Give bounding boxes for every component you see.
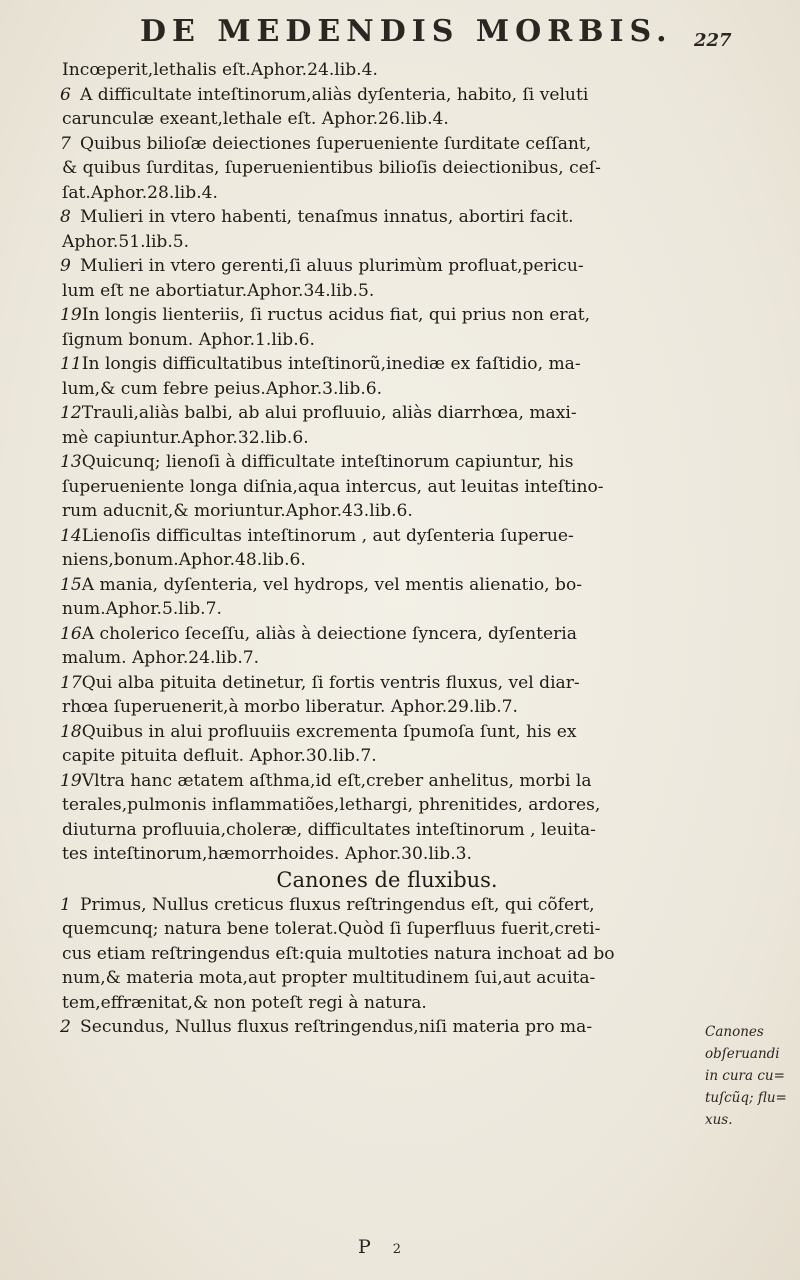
aphorism-text: malum. Aphor.24.lib.7. <box>62 648 260 668</box>
canon-text: quemcunq; natura bene tolerat.Quòd ſi ſuperfluus fuerit,creti- <box>62 919 601 939</box>
aphorism-text: Vltra hanc ætatem aſthma,id eſt,creber anhelitus, morbi la <box>81 770 592 791</box>
aphorism-number: 16 <box>60 623 82 644</box>
margin-note-line: Canones <box>705 1024 764 1040</box>
aphorism-number: 8 <box>60 207 71 227</box>
aphorism-line <box>62 132 682 157</box>
aphorism-text: Mulieri in vtero gerenti,ſi aluus plurimùm profluat,pericu- <box>80 256 584 276</box>
aphorism-line <box>62 426 682 451</box>
aphorism-text: terales,pulmonis inflammatiões,lethargi, phrenitides, ardores, <box>62 795 601 815</box>
aphorism-line <box>62 744 682 769</box>
aphorism-line <box>62 205 682 230</box>
canon-number: 2 <box>60 1017 71 1037</box>
aphorism-text: ſignum bonum. Aphor.1.lib.6. <box>62 329 315 350</box>
canon-line <box>62 991 682 1016</box>
aphorism-text: tes inteſtinorum,hæmorrhoides. Aphor.30.lib.3. <box>62 844 472 864</box>
aphorism-line <box>62 156 682 181</box>
canon-line <box>62 966 682 991</box>
aphorism-text: A cholerico ſeceſſu, aliàs à deiectione ſyncera, dyſenteria <box>81 623 577 644</box>
aphorism-number: 14 <box>60 525 82 546</box>
aphorism-line <box>62 83 682 108</box>
canon-line <box>62 893 682 918</box>
aphorism-number: 6 <box>60 84 71 105</box>
aphorism-text: rum aducnit,& moriuntur.Aphor.43.lib.6. <box>62 501 413 521</box>
section-heading: Canones de fluxibus. <box>276 867 498 892</box>
aphorism-number: 18 <box>60 721 82 742</box>
aphorism-text: Quibus bilioſæ deiectiones ſuperueniente ſurditate ceſſant, <box>80 133 592 154</box>
canon-text: Secundus, Nullus fluxus reſtringendus,niſi materia pro ma- <box>80 1017 593 1037</box>
aphorism-text: lum eſt ne abortiatur.Aphor.34.lib.5. <box>62 280 375 301</box>
aphorism-line <box>62 769 682 794</box>
aphorism-line <box>62 352 682 377</box>
aphorism-text: In longis difficultatibus inteſtinorũ,inediæ ex faſtidio, ma- <box>81 354 581 374</box>
aphorism-line <box>62 842 682 867</box>
aphorism-text: carunculæ exeant,lethale eſt. Aphor.26.lib.4. <box>62 109 449 129</box>
canon-text: Primus, Nullus creticus fluxus reſtringendus eſt, qui cõfert, <box>80 894 595 915</box>
aphorism-text: In longis lienteriis, ſi ructus acidus fiat, qui prius non erat, <box>81 305 591 325</box>
aphorism-text: capite pituita defluit. Aphor.30.lib.7. <box>62 746 377 766</box>
aphorism-text: Incœperit,lethalis eſt.Aphor.24.lib.4. <box>62 60 378 80</box>
aphorism-number: 11 <box>60 354 82 374</box>
aphorism-line <box>62 58 682 83</box>
aphorism-text: A difficultate inteſtinorum,aliàs dyſenteria, habito, ſi veluti <box>80 84 589 105</box>
aphorism-line <box>62 524 682 549</box>
aphorism-line <box>62 181 682 206</box>
signature-letter: P <box>358 1236 371 1258</box>
signature-number: 2 <box>392 1242 402 1257</box>
aphorism-text: niens,bonum.Aphor.48.lib.6. <box>62 550 306 570</box>
aphorism-line <box>62 548 682 573</box>
aphorism-number: 17 <box>60 672 82 693</box>
running-head: DE MEDENDIS MORBIS. <box>140 14 673 49</box>
aphorism-text: mè capiuntur.Aphor.32.lib.6. <box>62 427 309 448</box>
aphorism-line <box>62 622 682 647</box>
aphorism-number: 9 <box>60 256 71 276</box>
aphorism-text: rhœa ſuperuenerit,à morbo liberatur. Aphor.29.lib.7. <box>62 697 518 717</box>
aphorism-line <box>62 377 682 402</box>
aphorism-line <box>62 328 682 353</box>
aphorism-text: lum,& cum febre peius.Aphor.3.lib.6. <box>62 378 383 399</box>
aphorism-line <box>62 401 682 426</box>
aphorism-line <box>62 254 682 279</box>
margin-note-line: obſeruandi <box>705 1046 780 1062</box>
signature-mark <box>358 1236 401 1258</box>
canon-text: cus etiam reſtringendus eſt:quia multoties natura inchoat ad bo <box>62 943 615 964</box>
aphorism-line <box>62 671 682 696</box>
aphorism-line <box>62 597 682 622</box>
margin-note-line: in cura cu= <box>705 1068 785 1084</box>
aphorism-text: Lienoſis difficultas inteſtinorum , aut dyſenteria ſuperue- <box>81 525 574 546</box>
margin-note-line: tuſcũq; flu= <box>705 1090 787 1106</box>
aphorism-text: Mulieri in vtero habenti, tenaſmus innatus, abortiri facit. <box>80 207 574 227</box>
aphorism-text: Qui alba pituita detinetur, ſi fortis ventris fluxus, vel diar- <box>81 672 580 693</box>
aphorism-number: 12 <box>60 403 82 423</box>
aphorism-line <box>62 450 682 475</box>
aphorism-line <box>62 818 682 843</box>
aphorism-text: num.Aphor.5.lib.7. <box>62 599 222 619</box>
aphorism-line <box>62 793 682 818</box>
aphorism-line <box>62 230 682 255</box>
canon-number: 1 <box>60 894 71 915</box>
main-text-block <box>62 58 682 1040</box>
aphorism-number: 19 <box>60 770 82 791</box>
canon-line <box>62 917 682 942</box>
aphorism-line <box>62 573 682 598</box>
margin-note <box>705 1021 797 1131</box>
aphorism-line <box>62 279 682 304</box>
aphorism-line <box>62 107 682 132</box>
aphorism-text: Aphor.51.lib.5. <box>62 231 190 252</box>
aphorism-text: A mania, dyſenteria, vel hydrops, vel mentis alienatio, bo- <box>81 574 583 595</box>
aphorism-line <box>62 475 682 500</box>
aphorism-text: ſuperueniente longa diſnia,aqua intercus, aut leuitas inteſtino- <box>62 476 604 497</box>
aphorism-line <box>62 303 682 328</box>
aphorism-text: Quibus in alui profluuiis excrementa ſpumoſa ſunt, his ex <box>81 721 577 742</box>
page-number: 227 <box>694 30 732 51</box>
canon-text: tem,effrænitat,& non poteſt regi à natura. <box>62 992 427 1013</box>
aphorism-text: Trauli,aliàs balbi, ab alui profluuio, aliàs diarrhœa, maxi- <box>81 403 577 423</box>
canon-line <box>62 1015 682 1040</box>
aphorism-number: 19 <box>60 305 82 325</box>
aphorism-line <box>62 695 682 720</box>
aphorism-line <box>62 720 682 745</box>
aphorism-number: 13 <box>60 452 82 472</box>
aphorism-line <box>62 646 682 671</box>
canon-line <box>62 942 682 967</box>
aphorism-text: & quibus ſurditas, ſuperuenientibus bilioſis deiectionibus, ceſ- <box>62 158 601 178</box>
aphorism-line <box>62 499 682 524</box>
margin-note-line: xus. <box>705 1112 733 1128</box>
aphorism-text: Quicunq; lienoſi à difficultate inteſtinorum capiuntur, his <box>81 452 574 472</box>
aphorism-number: 7 <box>60 133 71 154</box>
aphorism-text: ſat.Aphor.28.lib.4. <box>62 182 218 203</box>
aphorism-text: diuturna profluuia,choleræ, difficultates inteſtinorum , leuita- <box>62 819 596 840</box>
aphorism-number: 15 <box>60 574 82 595</box>
canon-text: num,& materia mota,aut propter multitudinem ſui,aut acuita- <box>62 968 596 988</box>
